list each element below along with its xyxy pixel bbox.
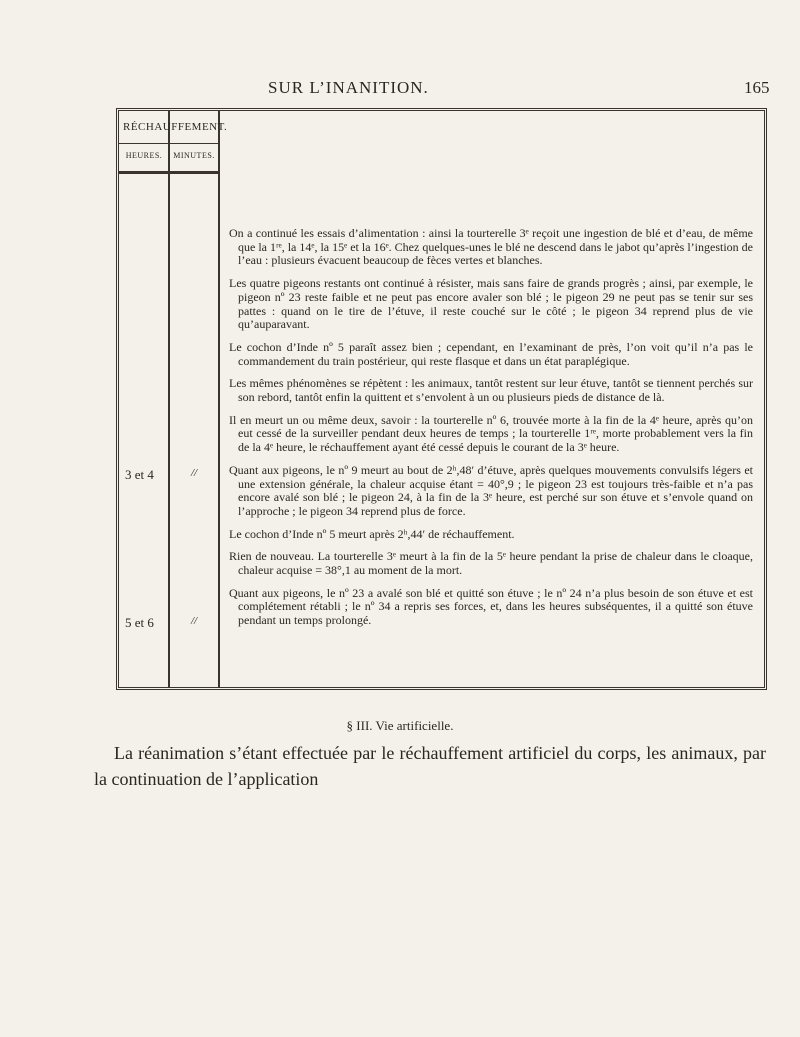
table-heading: RÉCHAUFFEMENT.: [123, 121, 228, 133]
paragraph: On a continué les essais d’alimentation : ainsi la tourterelle 3ᵉ reçoit une ingestion de blé et d’eau, de même que la 1ʳᵉ, la 14ᵉ, la 15ᵉ et la 16ᵉ. Chez quelques-unes le blé ne descend dans le jabot qu’après l’ingestion de l’eau : plusieurs évacuent beaucoup de fèces vertes et blanches.: [229, 226, 753, 268]
column-divider-minutes: [218, 111, 220, 687]
paragraph: Le cochon d’Inde nº 5 paraît assez bien ; cependant, en l’examinant de près, l’on voit qu’il n’a pas le commandement du train postérieur, qui reste flasque et dans un état paraplégique.: [229, 339, 753, 368]
hours-cell-5-6: 5 et 6: [125, 615, 154, 630]
header-rule: [119, 143, 220, 144]
paragraph: Quant aux pigeons, le nº 9 meurt au bout de 2ʰ,48′ d’étuve, après quelques mouvements convulsifs légers et une extension générale, la chaleur acquise étant = 40°,9 ; le pigeon 23 est toujours très-faible et n’a pas encore avalé son blé ; le pigeon 24, à la fin de la 3ᵉ heure, est perché sur son étuve et s’envole quand on l’approche ; le pigeon 34 reprend plus de force.: [229, 462, 753, 518]
page-number: 165: [744, 78, 770, 97]
running-title: SUR L’INANITION.: [268, 78, 429, 97]
paragraph: Il en meurt un ou même deux, savoir : la tourterelle nº 6, trouvée morte à la fin de la 4ᵉ heure, après qu’on eut cessé de la surveiller pendant deux heures de temps ; la tourterelle 1ʳᵉ, morte probablement vers la fin de la 4ᵉ heure, le réchauffement ayant été cessé depuis le courant de la 3ᵉ heure.: [229, 412, 753, 455]
data-table: [116, 108, 767, 690]
body-paragraph: La réanimation s’étant effectuée par le réchauffement artificiel du corps, les animaux, par la continuation de l’application: [94, 743, 766, 789]
paragraph: Quant aux pigeons, le nº 23 a avalé son blé et quitté son étuve ; le nº 24 n’a plus besoin de son étuve et est complétement rétabli ; le nº 34 a repris ses forces, et, dans les heures subséquentes, il a quitté son étuve pendant un temps prolongé.: [229, 585, 753, 628]
observations-column: [229, 227, 753, 637]
hours-cell-3-4: 3 et 4: [125, 467, 154, 482]
paragraph: Les quatre pigeons restants ont continué à résister, mais sans faire de grands progrès ; ainsi, par exemple, le pigeon nº 23 reste faible et ne peut pas encore avaler son blé ; le pigeon 29 ne peut pas se tenir sur ses pattes : quand on le tire de l’étuve, il reste couché sur le côté ; le pigeon 34 reprend plus de vie qu’auparavant.: [229, 276, 753, 332]
paragraph: Les mêmes phénomènes se répètent : les animaux, tantôt restent sur leur étuve, tantôt se tiennent perchés sur son rebord, tantôt enfin la quittent et s’envolent à un ou plusieurs pieds de distance de là.: [229, 376, 753, 405]
column-divider-hours: [168, 111, 170, 687]
minutes-cell-5-6: //: [191, 615, 198, 627]
section-heading: § III. Vie artificielle.: [346, 718, 454, 733]
column-header-hours: HEURES.: [125, 151, 163, 160]
paragraph: Rien de nouveau. La tourterelle 3ᵉ meurt à la fin de la 5ᵉ heure pendant la prise de chaleur dans le cloaque, chaleur acquise = 38°,1 au moment de la mort.: [229, 549, 753, 578]
running-head: [0, 78, 800, 102]
paragraph: Le cochon d’Inde nº 5 meurt après 2ʰ,44′ de réchauffement.: [229, 526, 515, 541]
minutes-cell-3-4: //: [191, 467, 198, 479]
column-header-minutes: MINUTES.: [173, 151, 215, 160]
header-bottom-rule: [119, 171, 220, 174]
